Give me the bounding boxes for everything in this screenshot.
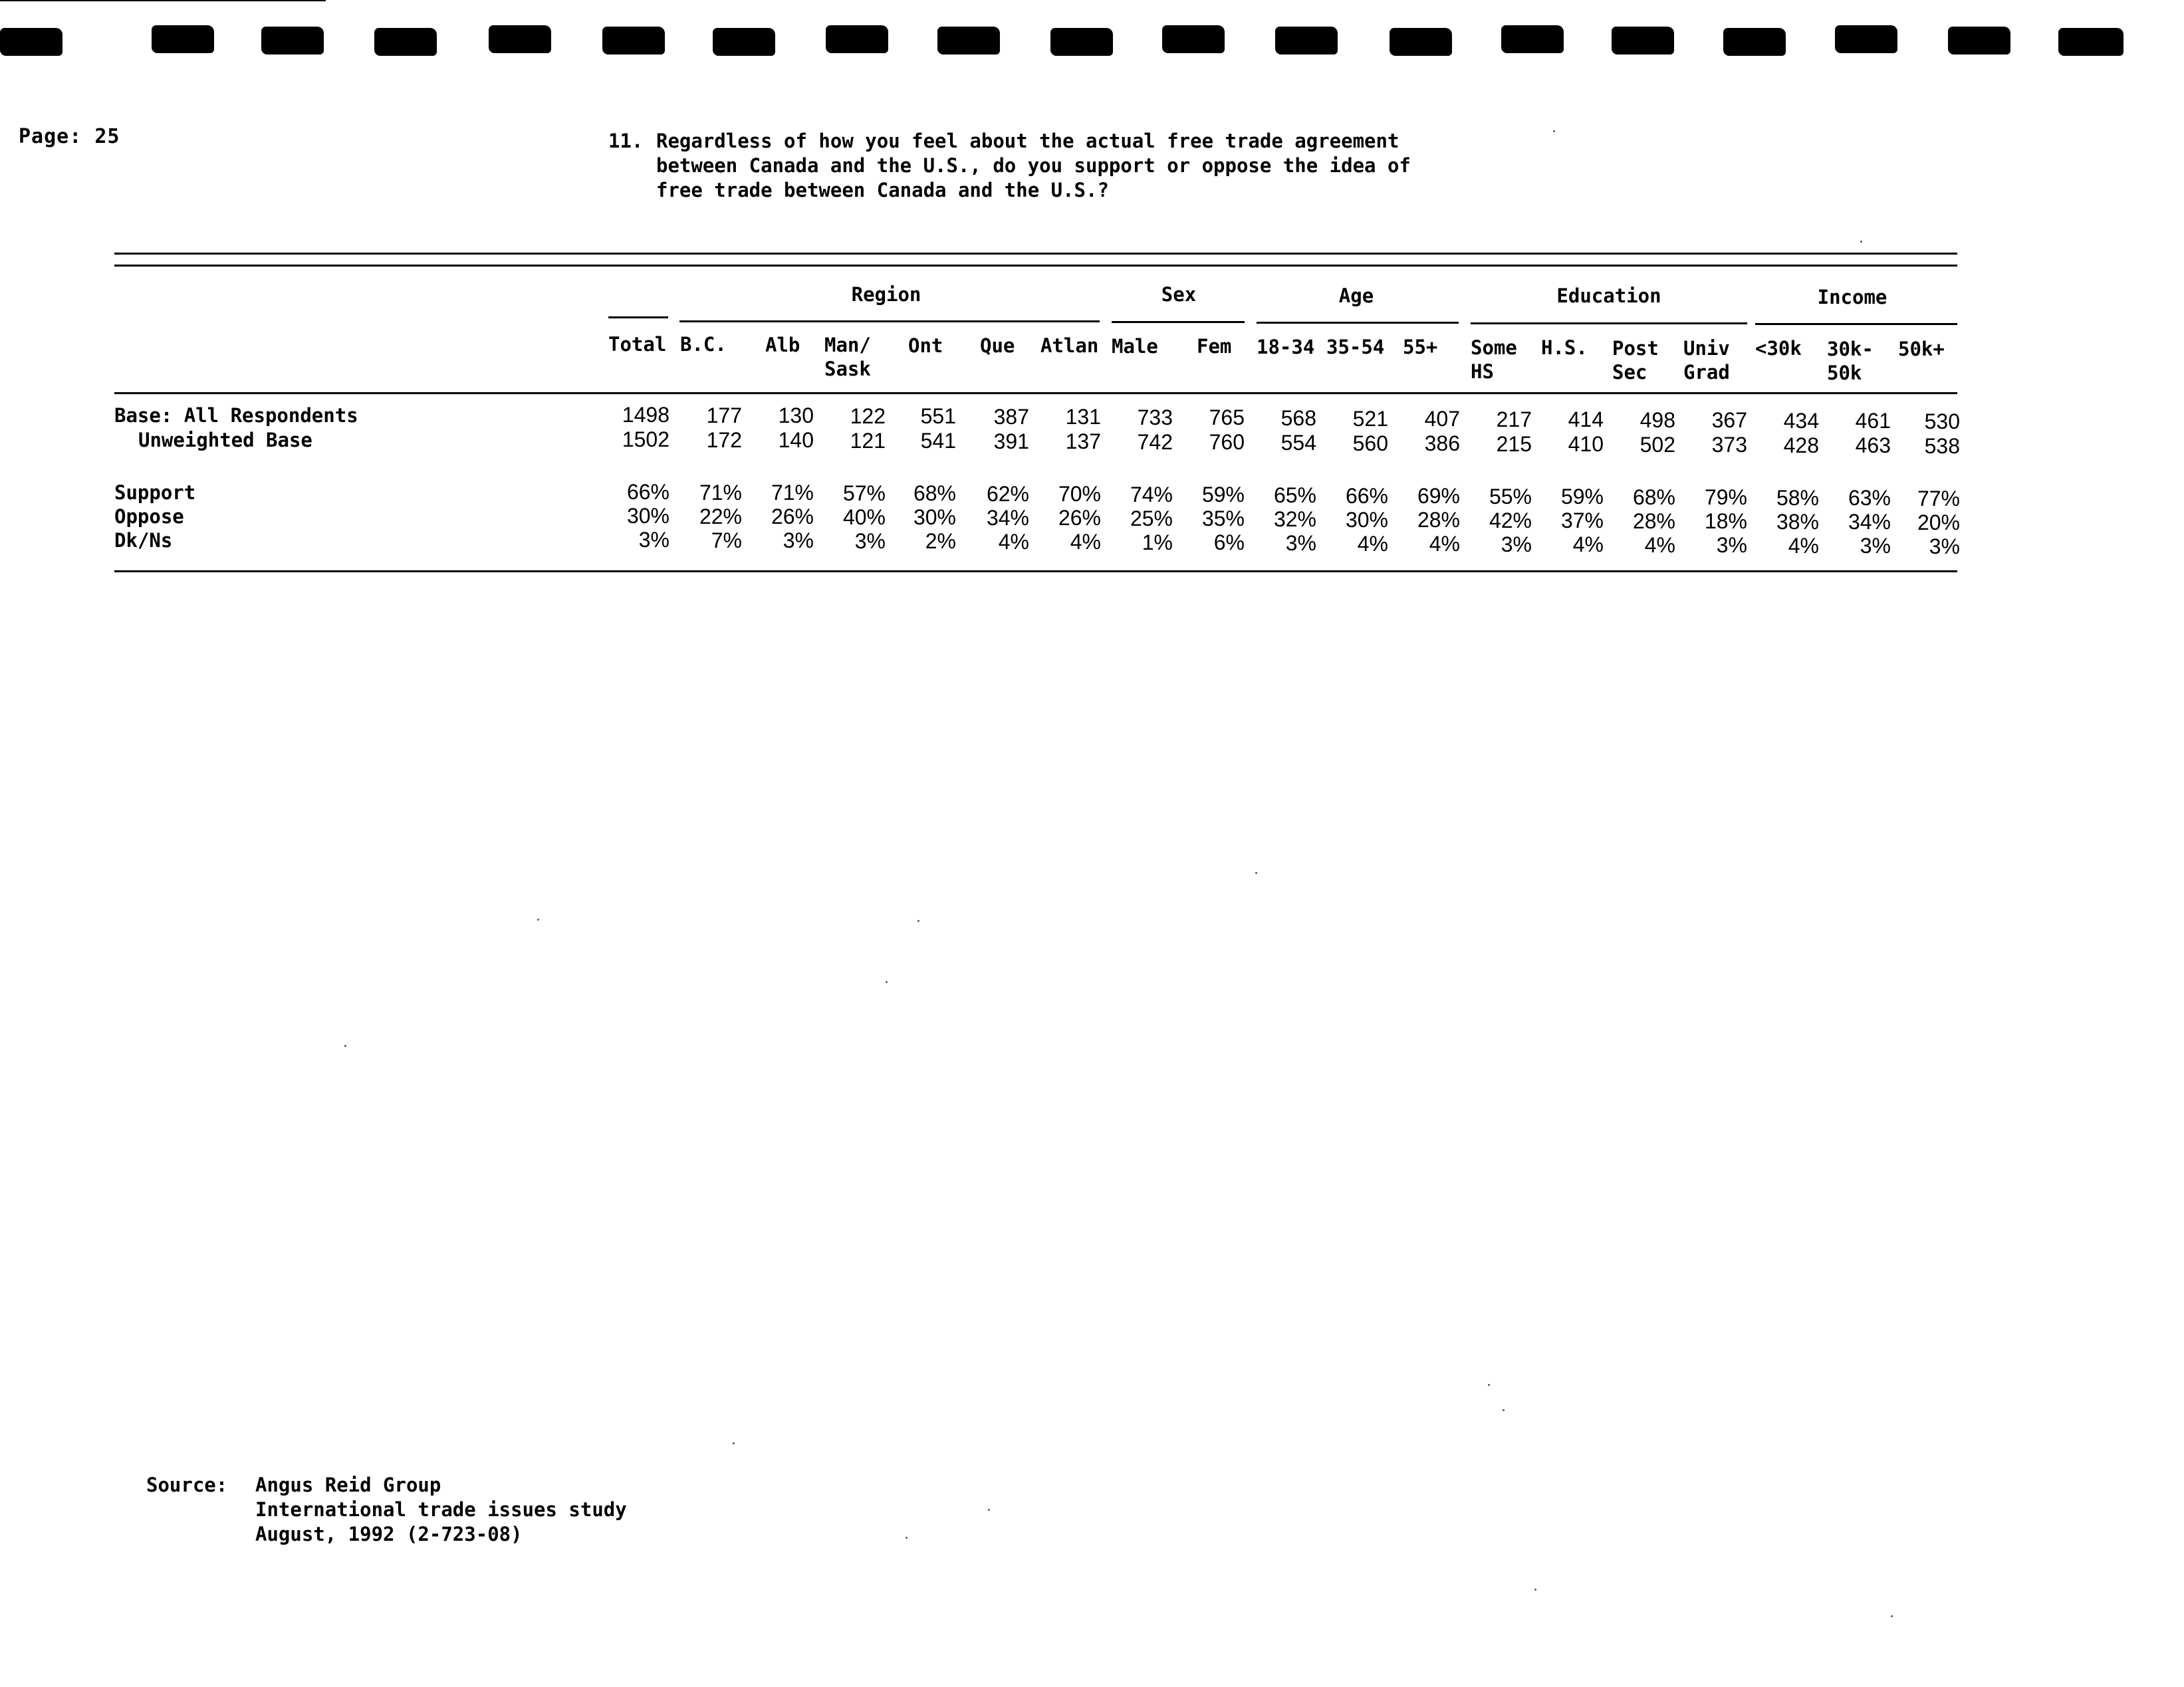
table-cell: 6% — [1213, 530, 1245, 554]
table-cell: 554 — [1280, 431, 1316, 455]
perforation-mark — [826, 25, 888, 53]
table-cell: 498 — [1639, 408, 1675, 432]
table-cell: 28% — [1417, 508, 1460, 532]
column-header — [1040, 334, 1098, 358]
column-header — [980, 334, 1015, 358]
group-underline — [1471, 322, 1747, 324]
perforation-mark — [374, 28, 437, 56]
table-cell: 521 — [1352, 407, 1388, 431]
column-header — [1683, 336, 1730, 384]
source-line: Angus Reid Group — [255, 1474, 441, 1496]
table-top-rule — [114, 253, 1957, 255]
table-cell: 131 — [1065, 405, 1101, 429]
column-header-line: <30k — [1755, 337, 1802, 360]
table-cell: 530 — [1924, 409, 1960, 433]
column-header — [680, 332, 727, 356]
column-header — [1612, 336, 1659, 384]
scan-speck — [886, 981, 888, 983]
perforation-mark — [1835, 25, 1897, 53]
table-cell: 3% — [1860, 534, 1891, 558]
table-cell: 177 — [706, 403, 742, 427]
scan-speck — [537, 919, 539, 921]
column-header-line: Ont — [908, 334, 943, 357]
column-header-line: Univ — [1683, 337, 1730, 360]
table-cell: 541 — [920, 429, 956, 453]
table-cell: 121 — [850, 429, 886, 453]
scan-speck — [906, 1537, 908, 1539]
table-cell: 62% — [986, 482, 1029, 506]
table-cell: 217 — [1496, 407, 1532, 431]
table-cell: 765 — [1209, 405, 1245, 429]
scan-speck — [1860, 241, 1862, 243]
table-cell: 2% — [925, 529, 956, 553]
scan-speck — [1891, 1615, 1893, 1617]
column-header-line: Alb — [765, 334, 800, 356]
table-cell: 4% — [1788, 534, 1819, 558]
table-cell: 65% — [1273, 483, 1316, 507]
table-cell: 3% — [638, 528, 669, 552]
table-cell: 63% — [1848, 486, 1891, 510]
column-header-line: Grad — [1683, 361, 1730, 384]
column-header-line: Total — [608, 333, 667, 356]
table-cell: 391 — [993, 429, 1029, 453]
table-cell: 4% — [1572, 532, 1604, 556]
perforation-mark — [1162, 25, 1225, 53]
table-cell: 1502 — [622, 427, 669, 451]
header-rule — [114, 392, 1957, 394]
page-number: Page: 25 — [19, 125, 120, 148]
table-cell: 57% — [842, 481, 886, 505]
table-cell: 4% — [1429, 532, 1460, 556]
table-cell: 66% — [1345, 484, 1388, 508]
table-cell: 38% — [1776, 510, 1819, 534]
group-header: Education — [1556, 284, 1661, 307]
row-label: Dk/Ns — [114, 529, 173, 552]
table-cell: 68% — [913, 481, 956, 505]
table-cell: 538 — [1924, 434, 1960, 458]
column-header — [1755, 336, 1802, 360]
perforation-mark — [1723, 28, 1786, 56]
table-cell: 215 — [1496, 432, 1532, 456]
table-cell: 37% — [1560, 508, 1604, 532]
table-top-rule-2 — [114, 265, 1957, 267]
table-bottom-rule — [114, 570, 1957, 572]
group-header: Age — [1338, 284, 1374, 307]
column-header — [908, 334, 943, 358]
column-header — [1326, 335, 1384, 359]
group-underline — [1112, 321, 1245, 323]
table-cell: 367 — [1711, 408, 1747, 432]
scan-speck — [733, 1442, 735, 1444]
source-line: International trade issues study — [255, 1498, 627, 1521]
table-cell: 386 — [1424, 431, 1460, 455]
table-cell: 25% — [1130, 506, 1173, 530]
table-cell: 3% — [1716, 533, 1747, 557]
scan-speck — [1255, 872, 1257, 874]
table-cell: 137 — [1065, 429, 1101, 453]
table-cell: 42% — [1489, 508, 1532, 532]
column-header-line: Sask — [824, 358, 871, 380]
column-header — [1403, 335, 1437, 359]
source-line: August, 1992 (2-723-08) — [255, 1523, 523, 1545]
table-cell: 568 — [1280, 406, 1316, 430]
top-rule — [0, 0, 326, 1]
table-cell: 58% — [1776, 486, 1819, 510]
table-cell: 32% — [1273, 507, 1316, 531]
table-cell: 3% — [783, 528, 814, 552]
table-cell: 407 — [1424, 407, 1460, 431]
table-cell: 428 — [1783, 433, 1819, 457]
column-header-line: B.C. — [680, 333, 727, 356]
column-header-line: H.S. — [1541, 336, 1588, 359]
table-cell: 140 — [778, 428, 814, 452]
scan-speck — [1503, 1409, 1505, 1411]
group-underline — [679, 320, 1100, 322]
table-cell: 172 — [706, 428, 742, 452]
table-cell: 71% — [699, 481, 742, 505]
table-cell: 66% — [626, 480, 669, 504]
table-cell: 20% — [1917, 510, 1960, 534]
group-underline — [1257, 322, 1459, 324]
column-header-line: Que — [980, 334, 1015, 357]
table-cell: 30% — [913, 505, 956, 529]
row-label: Oppose — [114, 505, 184, 528]
column-header — [824, 333, 871, 381]
column-header-line: 50k — [1827, 362, 1862, 384]
column-header — [1257, 335, 1314, 359]
column-header-line: Atlan — [1040, 334, 1099, 357]
group-header: Sex — [1161, 283, 1197, 306]
column-header — [1197, 334, 1231, 358]
table-cell: 434 — [1783, 409, 1819, 433]
table-cell: 387 — [993, 405, 1029, 429]
table-cell: 733 — [1137, 405, 1173, 429]
table-cell: 70% — [1058, 482, 1101, 506]
group-header: Income — [1817, 286, 1887, 308]
table-cell: 59% — [1201, 483, 1245, 506]
table-cell: 77% — [1917, 487, 1960, 510]
scan-speck — [988, 1509, 990, 1511]
question — [608, 129, 1473, 203]
column-header — [1898, 337, 1945, 361]
table-cell: 1% — [1142, 530, 1173, 554]
table-cell: 18% — [1704, 509, 1747, 533]
perforation-strip — [0, 25, 2184, 60]
group-header: Region — [851, 283, 921, 306]
table-cell: 461 — [1855, 409, 1891, 433]
table-cell: 26% — [771, 505, 814, 528]
table-cell: 68% — [1632, 485, 1675, 509]
perforation-mark — [2058, 28, 2123, 56]
column-header-line: Fem — [1197, 335, 1232, 358]
column-header-line: Man/ — [824, 334, 871, 356]
perforation-mark — [261, 27, 324, 55]
table-cell: 34% — [986, 506, 1029, 530]
table-cell: 373 — [1711, 433, 1747, 457]
table-cell: 7% — [711, 528, 742, 552]
table-cell: 4% — [1357, 532, 1388, 556]
row-label: Unweighted Base — [138, 429, 312, 451]
table-cell: 551 — [920, 404, 956, 428]
table-cell: 35% — [1201, 506, 1245, 530]
row-label: Base: All Respondents — [114, 404, 358, 427]
row-label: Support — [114, 481, 196, 504]
group-underline — [1755, 323, 1957, 325]
column-header — [1827, 337, 1874, 385]
scan-speck — [917, 920, 919, 922]
table-cell: 502 — [1639, 433, 1675, 457]
column-header-line: Male — [1112, 335, 1158, 358]
column-header-line: 55+ — [1403, 336, 1438, 358]
column-header — [765, 333, 800, 357]
scan-speck — [1534, 1589, 1536, 1591]
perforation-mark — [602, 27, 665, 55]
table-cell: 22% — [699, 505, 742, 528]
column-header — [608, 332, 666, 356]
table-cell: 74% — [1130, 483, 1173, 506]
column-header — [1471, 336, 1517, 384]
column-header-line: Post — [1612, 337, 1659, 360]
column-header-line: Some — [1471, 336, 1517, 359]
table-cell: 28% — [1632, 509, 1675, 533]
scan-speck — [1488, 1384, 1490, 1386]
table-cell: 130 — [778, 403, 814, 427]
column-header — [1541, 336, 1588, 360]
table-cell: 4% — [998, 530, 1029, 554]
perforation-mark — [1501, 25, 1564, 53]
column-header-line: 50k+ — [1898, 338, 1945, 360]
table-cell: 30% — [626, 504, 669, 528]
table-cell: 3% — [1501, 532, 1532, 556]
perforation-mark — [713, 28, 775, 56]
perforation-mark — [0, 28, 62, 56]
table-cell: 3% — [1929, 534, 1960, 558]
table-cell: 742 — [1137, 430, 1173, 454]
table-cell: 4% — [1644, 533, 1675, 557]
perforation-mark — [489, 25, 551, 53]
table-cell: 1498 — [622, 403, 669, 427]
column-header-line: 30k- — [1827, 338, 1874, 360]
table-cell: 414 — [1568, 407, 1604, 431]
perforation-mark — [1390, 28, 1452, 56]
table-cell: 3% — [1285, 531, 1316, 555]
table-cell: 122 — [850, 404, 886, 428]
table-cell: 34% — [1848, 510, 1891, 534]
table-cell: 71% — [771, 481, 814, 505]
column-header-line: Sec — [1612, 361, 1647, 384]
table-cell: 40% — [842, 505, 886, 529]
question-text: Regardless of how you feel about the actual free trade agreement between Canada and the U.S., do you support or oppose the idea of free trade between Canada and the U.S.? — [656, 130, 1411, 201]
table-cell: 3% — [854, 529, 886, 553]
column-header-line: 18-34 — [1257, 336, 1315, 358]
perforation-mark — [1050, 28, 1113, 56]
table-cell: 560 — [1352, 431, 1388, 455]
source-note — [146, 1473, 627, 1547]
scan-speck — [344, 1045, 346, 1047]
column-header — [1112, 334, 1158, 358]
perforation-mark — [1612, 27, 1674, 55]
table-cell: 4% — [1070, 530, 1101, 554]
table-cell: 26% — [1058, 506, 1101, 530]
perforation-mark — [1275, 27, 1338, 55]
table-cell: 463 — [1855, 433, 1891, 457]
table-cell: 30% — [1345, 508, 1388, 532]
table-cell: 55% — [1489, 485, 1532, 508]
table-cell: 760 — [1209, 430, 1245, 454]
question-number: 11. — [608, 130, 644, 152]
table-cell: 79% — [1704, 485, 1747, 509]
source-label: Source: — [146, 1474, 228, 1496]
perforation-mark — [937, 27, 1000, 55]
table-cell: 410 — [1568, 432, 1604, 456]
perforation-mark — [1948, 27, 2010, 55]
table-cell: 69% — [1417, 484, 1460, 508]
scan-speck — [1553, 130, 1555, 132]
total-underline — [608, 316, 668, 318]
perforation-mark — [152, 25, 214, 53]
column-header-line: 35-54 — [1326, 336, 1385, 358]
table-cell: 59% — [1560, 485, 1604, 508]
column-header-line: HS — [1471, 360, 1494, 383]
